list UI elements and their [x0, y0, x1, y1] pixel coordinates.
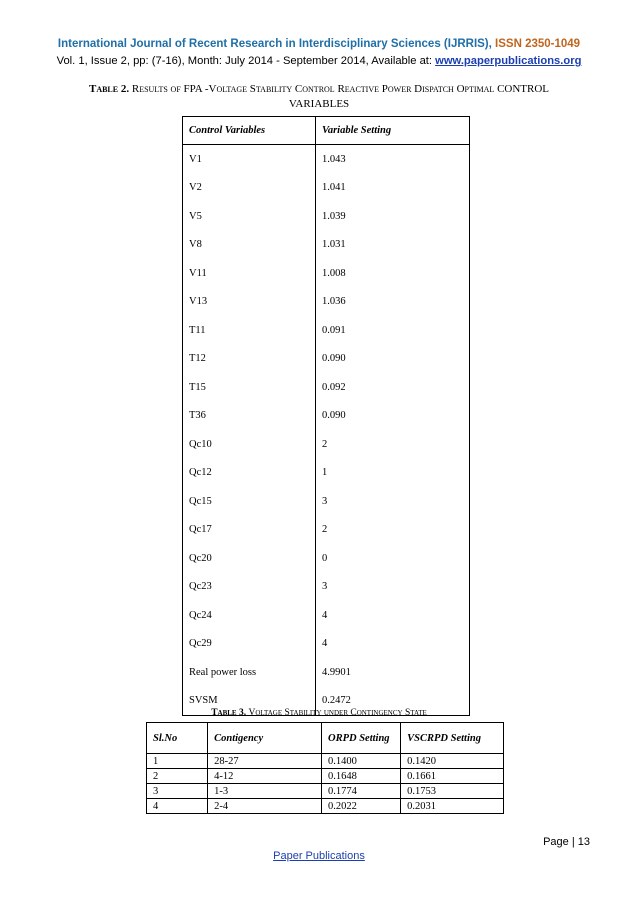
- control-variable-cell: T11: [183, 316, 316, 345]
- table-row: [183, 459, 470, 488]
- sl-no-cell: 2: [147, 769, 208, 784]
- table2-caption-label: Table 2.: [88, 83, 130, 95]
- table2-caption-text: Results of FPA -Voltage Stability Control Reactive Power Dispatch Optimal: [131, 83, 495, 95]
- control-variable-cell: T36: [183, 402, 316, 431]
- variable-setting-cell: 0.090: [316, 345, 470, 374]
- variable-setting-cell: 1.039: [316, 202, 470, 231]
- vscrpd-setting-cell: 0.1420: [401, 754, 504, 769]
- contigency-cell: 2-4: [208, 799, 322, 814]
- control-variable-cell: SVSM: [183, 687, 316, 716]
- control-variable-cell: V1: [183, 145, 316, 174]
- variable-setting-cell: 1.031: [316, 231, 470, 260]
- header-sl-no: Sl.No: [147, 723, 208, 754]
- table3-caption: [60, 706, 578, 721]
- variable-setting-cell: 4: [316, 601, 470, 630]
- table2-caption: [60, 82, 578, 112]
- control-variable-cell: Qc23: [183, 573, 316, 602]
- table-row: [147, 784, 504, 799]
- table-row: [183, 630, 470, 659]
- sl-no-cell: 1: [147, 754, 208, 769]
- table-row: [183, 516, 470, 545]
- orpd-setting-cell: 0.2022: [321, 799, 400, 814]
- variable-setting-cell: 2: [316, 516, 470, 545]
- control-variable-cell: Qc12: [183, 459, 316, 488]
- header-contigency: Contigency: [208, 723, 322, 754]
- contingency-table: [146, 722, 504, 814]
- table-row: [183, 316, 470, 345]
- vscrpd-setting-cell: 0.1753: [401, 784, 504, 799]
- header-variable-setting: Variable Setting: [316, 117, 470, 145]
- table-row: [147, 754, 504, 769]
- table-row: [183, 345, 470, 374]
- table-row: [183, 373, 470, 402]
- control-variables-table: [182, 116, 470, 716]
- table-row: [183, 658, 470, 687]
- control-variable-cell: V11: [183, 259, 316, 288]
- journal-title: [0, 38, 638, 50]
- table-row: [183, 487, 470, 516]
- table-row: [147, 769, 504, 784]
- orpd-setting-cell: 0.1400: [321, 754, 400, 769]
- table-row: [183, 259, 470, 288]
- variable-setting-cell: 1.036: [316, 288, 470, 317]
- table-row: [183, 231, 470, 260]
- vscrpd-setting-cell: 0.2031: [401, 799, 504, 814]
- table-row: [183, 601, 470, 630]
- contigency-cell: 4-12: [208, 769, 322, 784]
- control-variable-cell: Qc24: [183, 601, 316, 630]
- header-control-variables: Control Variables: [183, 117, 316, 145]
- contigency-cell: 1-3: [208, 784, 322, 799]
- control-variable-cell: T12: [183, 345, 316, 374]
- table-row: [183, 544, 470, 573]
- sl-no-cell: 3: [147, 784, 208, 799]
- variable-setting-cell: 3: [316, 487, 470, 516]
- header-vscrpd-setting: VSCRPD Setting: [401, 723, 504, 754]
- control-variable-cell: Qc10: [183, 430, 316, 459]
- table3-caption-text: Voltage Stability under Contingency State: [248, 708, 427, 718]
- table-header-row: [147, 723, 504, 754]
- table-row: [183, 145, 470, 174]
- journal-url-link[interactable]: www.paperpublications.org: [435, 55, 582, 67]
- control-variable-cell: V5: [183, 202, 316, 231]
- variable-setting-cell: 1: [316, 459, 470, 488]
- control-variable-cell: V2: [183, 174, 316, 203]
- variable-setting-cell: 1.043: [316, 145, 470, 174]
- table-row: [183, 174, 470, 203]
- control-variable-cell: Qc29: [183, 630, 316, 659]
- journal-issn: ISSN 2350-1049: [495, 38, 581, 50]
- control-variable-cell: Qc17: [183, 516, 316, 545]
- variable-setting-cell: 3: [316, 573, 470, 602]
- table-header-row: [183, 117, 470, 145]
- control-variable-cell: Qc20: [183, 544, 316, 573]
- variable-setting-cell: 0.090: [316, 402, 470, 431]
- variable-setting-cell: 0.2472: [316, 687, 470, 716]
- control-variable-cell: Qc15: [183, 487, 316, 516]
- table2-caption-tail: CONTROL VARIABLES: [288, 83, 550, 110]
- variable-setting-cell: 1.041: [316, 174, 470, 203]
- table-row: [183, 573, 470, 602]
- table3-caption-label: Table 3.: [211, 708, 247, 718]
- orpd-setting-cell: 0.1648: [321, 769, 400, 784]
- journal-name: International Journal of Recent Research in Interdisciplinary Sciences (IJRRIS),: [57, 38, 492, 50]
- table-row: [183, 288, 470, 317]
- table-row: [147, 799, 504, 814]
- publisher-link[interactable]: Paper Publications: [273, 850, 365, 862]
- control-variable-cell: V13: [183, 288, 316, 317]
- table-row: [183, 402, 470, 431]
- variable-setting-cell: 4: [316, 630, 470, 659]
- header-orpd-setting: ORPD Setting: [321, 723, 400, 754]
- control-variable-cell: V8: [183, 231, 316, 260]
- sl-no-cell: 4: [147, 799, 208, 814]
- variable-setting-cell: 4.9901: [316, 658, 470, 687]
- control-variable-cell: Real power loss: [183, 658, 316, 687]
- table-row: [183, 202, 470, 231]
- page-number: Page | 13: [543, 836, 590, 848]
- control-variable-cell: T15: [183, 373, 316, 402]
- variable-setting-cell: 0.091: [316, 316, 470, 345]
- contigency-cell: 28-27: [208, 754, 322, 769]
- variable-setting-cell: 2: [316, 430, 470, 459]
- volume-text: Vol. 1, Issue 2, pp: (7-16), Month: July 2014 - September 2014, Available at:: [56, 55, 433, 67]
- vscrpd-setting-cell: 0.1661: [401, 769, 504, 784]
- variable-setting-cell: 0: [316, 544, 470, 573]
- variable-setting-cell: 1.008: [316, 259, 470, 288]
- table-row: [183, 430, 470, 459]
- orpd-setting-cell: 0.1774: [321, 784, 400, 799]
- variable-setting-cell: 0.092: [316, 373, 470, 402]
- journal-volume-line: [0, 55, 638, 67]
